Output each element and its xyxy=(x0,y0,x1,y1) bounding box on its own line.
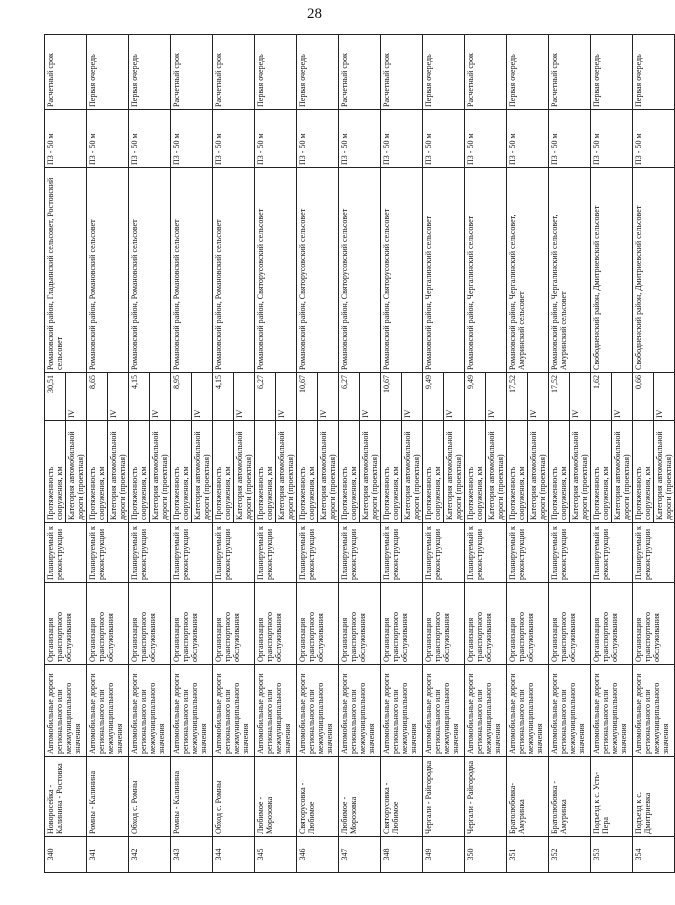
category-label: Категория автомобильной дороги (проектная) xyxy=(654,421,675,523)
implementation-term: Первая очередь xyxy=(507,35,549,110)
category-label: Категория автомобильной дороги (проектная) xyxy=(360,421,381,523)
object-status: Планируемый к реконструкции xyxy=(45,523,87,583)
table-row xyxy=(129,35,150,873)
length-value: 9,49 xyxy=(465,373,486,421)
table-row xyxy=(45,35,66,873)
road-objects-table xyxy=(44,34,675,873)
length-label: Протяженность сооружения, км xyxy=(129,421,150,523)
implementation-term: Расчетный срок xyxy=(171,35,213,110)
road-name: Любимое - Морозовка xyxy=(255,757,297,837)
object-type: Автомобильные дороги регионального или межмуниципального значения xyxy=(171,665,213,757)
row-number: 348 xyxy=(381,837,423,873)
length-label: Протяженность сооружения, км xyxy=(171,421,192,523)
object-type: Автомобильные дороги регионального или межмуниципального значения xyxy=(549,665,591,757)
row-number: 341 xyxy=(87,837,129,873)
category-label: Категория автомобильной дороги (проектная) xyxy=(612,421,633,523)
category-label: Категория автомобильной дороги (проектная) xyxy=(318,421,339,523)
implementation-term: Расчетный срок xyxy=(213,35,255,110)
table-row xyxy=(549,35,570,873)
road-name: Ромны - Калинина xyxy=(87,757,129,837)
category-value: IV xyxy=(402,373,423,421)
object-status: Планируемый к реконструкции xyxy=(255,523,297,583)
object-purpose: Организация транспортного обслуживания xyxy=(633,583,675,665)
protection-zone: ПЗ - 50 м xyxy=(633,110,675,168)
protection-zone: ПЗ - 50 м xyxy=(255,110,297,168)
category-label: Категория автомобильной дороги (проектная) xyxy=(276,421,297,523)
object-purpose: Организация транспортного обслуживания xyxy=(591,583,633,665)
protection-zone: ПЗ - 50 м xyxy=(507,110,549,168)
length-value: 0,66 xyxy=(633,373,654,421)
length-label: Протяженность сооружения, км xyxy=(465,421,486,523)
object-location: Романовский район, Чергалинский сельсовет, Амуринский сельсовет xyxy=(507,168,549,373)
length-value: 4,15 xyxy=(213,373,234,421)
protection-zone: ПЗ - 50 м xyxy=(549,110,591,168)
category-label: Категория автомобильной дороги (проектная) xyxy=(150,421,171,523)
row-number: 342 xyxy=(129,837,171,873)
road-name: Обход с. Ромны xyxy=(129,757,171,837)
object-type: Автомобильные дороги регионального или межмуниципального значения xyxy=(423,665,465,757)
row-number: 347 xyxy=(339,837,381,873)
object-purpose: Организация транспортного обслуживания xyxy=(423,583,465,665)
length-value: 30,51 xyxy=(45,373,66,421)
road-name: Любимое - Морозовка xyxy=(339,757,381,837)
category-value: IV xyxy=(150,373,171,421)
length-value: 10,67 xyxy=(297,373,318,421)
length-label: Протяженность сооружения, км xyxy=(297,421,318,523)
length-label: Протяженность сооружения, км xyxy=(633,421,654,523)
length-label: Протяженность сооружения, км xyxy=(423,421,444,523)
object-location: Романовский район, Романовский сельсовет xyxy=(87,168,129,373)
object-location: Романовский район, Чергалинский сельсовет, Амуринский сельсовет xyxy=(549,168,591,373)
object-type: Автомобильные дороги регионального или межмуниципального значения xyxy=(87,665,129,757)
road-name: Братолюбовка-Амуринка xyxy=(507,757,549,837)
object-location: Романовский район, Святорусовский сельсовет xyxy=(381,168,423,373)
category-value: IV xyxy=(234,373,255,421)
protection-zone: ПЗ - 50 м xyxy=(171,110,213,168)
object-status: Планируемый к реконструкции xyxy=(423,523,465,583)
road-name: Чергали - Райгородка xyxy=(465,757,507,837)
object-type: Автомобильные дороги регионального или межмуниципального значения xyxy=(297,665,339,757)
implementation-term: Первая очередь xyxy=(633,35,675,110)
implementation-term: Первая очередь xyxy=(129,35,171,110)
table-row xyxy=(87,35,108,873)
category-label: Категория автомобильной дороги (проектная) xyxy=(528,421,549,523)
table-row xyxy=(255,35,276,873)
object-purpose: Организация транспортного обслуживания xyxy=(45,583,87,665)
category-value: IV xyxy=(66,373,87,421)
road-name: Святорусовка - Любимое xyxy=(297,757,339,837)
object-status: Планируемый к реконструкции xyxy=(591,523,633,583)
object-type: Автомобильные дороги регионального или межмуниципального значения xyxy=(255,665,297,757)
row-number: 340 xyxy=(45,837,87,873)
object-location: Романовский район, Романовский сельсовет xyxy=(129,168,171,373)
object-type: Автомобильные дороги регионального или межмуниципального значения xyxy=(507,665,549,757)
category-label: Категория автомобильной дороги (проектная) xyxy=(402,421,423,523)
table-row xyxy=(381,35,402,873)
object-location: Романовский район, Чергалинский сельсовет xyxy=(423,168,465,373)
object-location: Романовский район, Романовский сельсовет xyxy=(213,168,255,373)
object-purpose: Организация транспортного обслуживания xyxy=(87,583,129,665)
protection-zone: ПЗ - 50 м xyxy=(381,110,423,168)
object-status: Планируемый к реконструкции xyxy=(549,523,591,583)
object-type: Автомобильные дороги регионального или межмуниципального значения xyxy=(381,665,423,757)
object-purpose: Организация транспортного обслуживания xyxy=(507,583,549,665)
row-number: 351 xyxy=(507,837,549,873)
implementation-term: Расчетный срок xyxy=(339,35,381,110)
road-name: Святорусовка - Любимое xyxy=(381,757,423,837)
implementation-term: Первая очередь xyxy=(255,35,297,110)
category-value: IV xyxy=(318,373,339,421)
object-purpose: Организация транспортного обслуживания xyxy=(129,583,171,665)
protection-zone: ПЗ - 50 м xyxy=(297,110,339,168)
table-row xyxy=(465,35,486,873)
object-purpose: Организация транспортного обслуживания xyxy=(171,583,213,665)
length-label: Протяженность сооружения, км xyxy=(339,421,360,523)
implementation-term: Первая очередь xyxy=(297,35,339,110)
length-label: Протяженность сооружения, км xyxy=(255,421,276,523)
row-number: 349 xyxy=(423,837,465,873)
object-purpose: Организация транспортного обслуживания xyxy=(549,583,591,665)
table-row xyxy=(633,35,654,873)
object-location: Романовский район, Святорусовский сельсовет xyxy=(339,168,381,373)
length-value: 8,65 xyxy=(87,373,108,421)
object-status: Планируемый к реконструкции xyxy=(297,523,339,583)
length-value: 6,27 xyxy=(255,373,276,421)
object-purpose: Организация транспортного обслуживания xyxy=(213,583,255,665)
object-location: Романовский район, Чергалинский сельсовет xyxy=(465,168,507,373)
category-label: Категория автомобильной дороги (проектная) xyxy=(66,421,87,523)
object-location: Романовский район, Гладьинский сельсовет, Ростовский сельсовет xyxy=(45,168,87,373)
implementation-term: Первая очередь xyxy=(591,35,633,110)
table-body xyxy=(45,35,675,873)
length-label: Протяженность сооружения, км xyxy=(381,421,402,523)
row-number: 346 xyxy=(297,837,339,873)
object-status: Планируемый к реконструкции xyxy=(507,523,549,583)
object-purpose: Организация транспортного обслуживания xyxy=(465,583,507,665)
object-type: Автомобильные дороги регионального или межмуниципального значения xyxy=(129,665,171,757)
protection-zone: ПЗ - 50 м xyxy=(87,110,129,168)
length-label: Протяженность сооружения, км xyxy=(45,421,66,523)
object-status: Планируемый к реконструкции xyxy=(465,523,507,583)
protection-zone: ПЗ - 50 м xyxy=(339,110,381,168)
object-purpose: Организация транспортного обслуживания xyxy=(255,583,297,665)
object-status: Планируемый к реконструкции xyxy=(633,523,675,583)
row-number: 343 xyxy=(171,837,213,873)
object-purpose: Организация транспортного обслуживания xyxy=(339,583,381,665)
protection-zone: ПЗ - 50 м xyxy=(591,110,633,168)
object-type: Автомобильные дороги регионального или межмуниципального значения xyxy=(633,665,675,757)
implementation-term: Расчетный срок xyxy=(45,35,87,110)
length-label: Протяженность сооружения, км xyxy=(549,421,570,523)
table-row xyxy=(423,35,444,873)
page-number: 28 xyxy=(307,6,322,22)
category-label: Категория автомобильной дороги (проектная) xyxy=(234,421,255,523)
object-status: Планируемый к реконструкции xyxy=(381,523,423,583)
object-location: Романовский район, Романовский сельсовет xyxy=(171,168,213,373)
object-type: Автомобильные дороги регионального или межмуниципального значения xyxy=(45,665,87,757)
implementation-term: Первая очередь xyxy=(423,35,465,110)
implementation-term: Расчетный срок xyxy=(381,35,423,110)
implementation-term: Первая очередь xyxy=(87,35,129,110)
category-value: IV xyxy=(360,373,381,421)
object-location: Романовский район, Святорусовский сельсовет xyxy=(255,168,297,373)
protection-zone: ПЗ - 50 м xyxy=(465,110,507,168)
object-status: Планируемый к реконструкции xyxy=(339,523,381,583)
protection-zone: ПЗ - 50 м xyxy=(213,110,255,168)
length-value: 4,15 xyxy=(129,373,150,421)
length-label: Протяженность сооружения, км xyxy=(87,421,108,523)
category-label: Категория автомобильной дороги (проектная) xyxy=(444,421,465,523)
road-name: Чергали - Райгородка xyxy=(423,757,465,837)
object-type: Автомобильные дороги регионального или межмуниципального значения xyxy=(213,665,255,757)
row-number: 353 xyxy=(591,837,633,873)
category-value: IV xyxy=(444,373,465,421)
length-value: 17,52 xyxy=(507,373,528,421)
object-status: Планируемый к реконструкции xyxy=(213,523,255,583)
length-value: 1,62 xyxy=(591,373,612,421)
table-row xyxy=(339,35,360,873)
object-type: Автомобильные дороги регионального или межмуниципального значения xyxy=(591,665,633,757)
category-value: IV xyxy=(612,373,633,421)
category-label: Категория автомобильной дороги (проектная) xyxy=(108,421,129,523)
road-name: Подъезд к с. Усть-Пера xyxy=(591,757,633,837)
category-label: Категория автомобильной дороги (проектная) xyxy=(486,421,507,523)
category-label: Категория автомобильной дороги (проектная) xyxy=(192,421,213,523)
rotated-table-container xyxy=(44,35,673,873)
table-row xyxy=(297,35,318,873)
length-label: Протяженность сооружения, км xyxy=(213,421,234,523)
table-row xyxy=(171,35,192,873)
category-value: IV xyxy=(108,373,129,421)
length-label: Протяженность сооружения, км xyxy=(507,421,528,523)
length-value: 6,27 xyxy=(339,373,360,421)
category-value: IV xyxy=(486,373,507,421)
table-row xyxy=(213,35,234,873)
object-status: Планируемый к реконструкции xyxy=(129,523,171,583)
road-name: Ромны - Калинина xyxy=(171,757,213,837)
row-number: 345 xyxy=(255,837,297,873)
length-value: 9,49 xyxy=(423,373,444,421)
road-name: Обход с. Ромны xyxy=(213,757,255,837)
row-number: 354 xyxy=(633,837,675,873)
category-value: IV xyxy=(654,373,675,421)
row-number: 344 xyxy=(213,837,255,873)
category-label: Категория автомобильной дороги (проектная) xyxy=(570,421,591,523)
object-status: Планируемый к реконструкции xyxy=(171,523,213,583)
implementation-term: Расчетный срок xyxy=(465,35,507,110)
protection-zone: ПЗ - 50 м xyxy=(45,110,87,168)
object-purpose: Организация транспортного обслуживания xyxy=(297,583,339,665)
length-value: 8,95 xyxy=(171,373,192,421)
length-label: Протяженность сооружения, км xyxy=(591,421,612,523)
object-status: Планируемый к реконструкции xyxy=(87,523,129,583)
object-location: Романовский район, Святорусовский сельсовет xyxy=(297,168,339,373)
protection-zone: ПЗ - 50 м xyxy=(423,110,465,168)
row-number: 352 xyxy=(549,837,591,873)
object-type: Автомобильные дороги регионального или межмуниципального значения xyxy=(339,665,381,757)
length-value: 10,67 xyxy=(381,373,402,421)
table-row xyxy=(507,35,528,873)
category-value: IV xyxy=(528,373,549,421)
road-name: Новоросейка - Калинина - Ростовка xyxy=(45,757,87,837)
category-value: IV xyxy=(570,373,591,421)
object-type: Автомобильные дороги регионального или межмуниципального значения xyxy=(465,665,507,757)
table-row xyxy=(591,35,612,873)
implementation-term: Расчетный срок xyxy=(549,35,591,110)
category-value: IV xyxy=(276,373,297,421)
category-value: IV xyxy=(192,373,213,421)
length-value: 17,52 xyxy=(549,373,570,421)
protection-zone: ПЗ - 50 м xyxy=(129,110,171,168)
road-name: Подъезд к с. Дмитриевка xyxy=(633,757,675,837)
object-purpose: Организация транспортного обслуживания xyxy=(381,583,423,665)
object-location: Свободненский район, Дмитриевский сельсовет xyxy=(633,168,675,373)
row-number: 350 xyxy=(465,837,507,873)
road-name: Братолюбовка - Амуринка xyxy=(549,757,591,837)
object-location: Свободненский район, Дмитриевский сельсовет xyxy=(591,168,633,373)
